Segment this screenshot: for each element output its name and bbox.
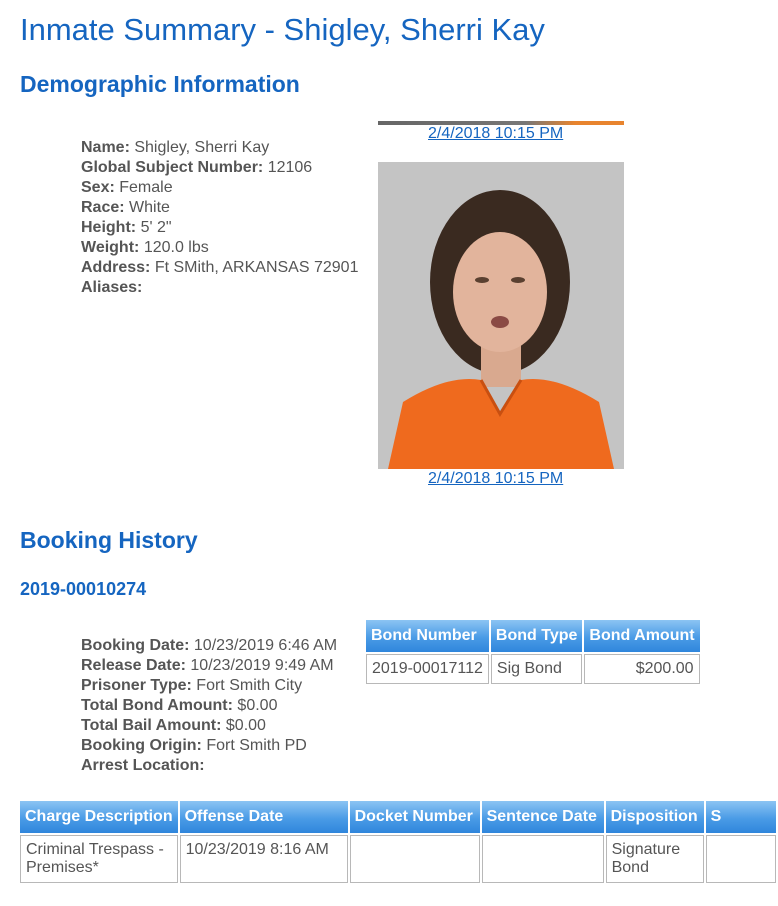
- race-value: White: [129, 199, 170, 216]
- bond-amount-cell: $200.00: [584, 654, 699, 684]
- address-value: Ft SMith, ARKANSAS 72901: [154, 259, 359, 276]
- address-row: Address: Ft SMith, ARKANSAS 72901: [81, 259, 359, 276]
- mugshot-image: [378, 162, 624, 469]
- aliases-row: Aliases:: [81, 279, 143, 296]
- release-date-value: 10/23/2019 9:49 AM: [190, 657, 334, 674]
- docket-number-cell: [350, 835, 480, 883]
- sentence-date-header[interactable]: Sentence Date: [482, 801, 604, 833]
- s-header[interactable]: S: [706, 801, 776, 833]
- demographic-info: [81, 138, 358, 298]
- bond-number-cell: 2019-00017112: [366, 654, 489, 684]
- charge-table-header: [20, 801, 776, 833]
- table-row: [366, 654, 700, 684]
- arrest-location-row: Arrest Location:: [81, 757, 205, 774]
- charge-description-header[interactable]: Charge Description: [20, 801, 178, 833]
- sex-value: Female: [119, 179, 173, 196]
- weight-row: Weight: 120.0 lbs: [81, 239, 209, 256]
- demographic-heading: Demographic Information: [20, 71, 300, 97]
- booking-history-heading: Booking History: [20, 527, 198, 553]
- total-bail-amount-row: Total Bail Amount: $0.00: [81, 717, 266, 734]
- booking-info: [81, 636, 337, 776]
- total-bail-amount-value: $0.00: [225, 717, 266, 734]
- s-cell: [706, 835, 776, 883]
- photo-date-link-2[interactable]: 2/4/2018 10:15 PM: [428, 470, 564, 487]
- name-value: Shigley, Sherri Kay: [134, 139, 270, 156]
- sentence-date-cell: [482, 835, 604, 883]
- bond-type-header[interactable]: Bond Type: [491, 620, 582, 652]
- prisoner-type-row: Prisoner Type: Fort Smith City: [81, 677, 303, 694]
- booking-date-value: 10/23/2019 6:46 AM: [193, 637, 338, 654]
- prisoner-type-value: Fort Smith City: [196, 677, 303, 694]
- bond-type-cell: Sig Bond: [491, 654, 582, 684]
- charge-description-cell: Criminal Trespass - Premises*: [20, 835, 178, 883]
- offense-date-cell: 10/23/2019 8:16 AM: [180, 835, 348, 883]
- photo-date-link-1[interactable]: 2/4/2018 10:15 PM: [428, 125, 564, 142]
- bond-table-header: [366, 620, 700, 652]
- docket-number-header[interactable]: Docket Number: [350, 801, 480, 833]
- bond-table: [364, 618, 702, 686]
- booking-number-heading[interactable]: 2019-00010274: [20, 579, 147, 599]
- disposition-header[interactable]: Disposition: [606, 801, 704, 833]
- global-subject-number-value: 12106: [267, 159, 313, 176]
- name-row: Name: Shigley, Sherri Kay: [81, 139, 270, 156]
- total-bond-amount-row: Total Bond Amount: $0.00: [81, 697, 278, 714]
- disposition-cell: Signature Bond: [606, 835, 704, 883]
- height-value: 5' 2": [140, 219, 172, 236]
- table-row: [20, 835, 776, 883]
- height-row: Height: 5' 2": [81, 219, 172, 236]
- offense-date-header[interactable]: Offense Date: [180, 801, 348, 833]
- charge-table: [18, 799, 778, 885]
- global-subject-number-row: Global Subject Number: 12106: [81, 159, 313, 176]
- booking-origin-row: Booking Origin: Fort Smith PD: [81, 737, 307, 754]
- release-date-row: Release Date: 10/23/2019 9:49 AM: [81, 657, 334, 674]
- bond-amount-header[interactable]: Bond Amount: [584, 620, 699, 652]
- charge-table-container: [18, 799, 722, 894]
- sex-row: Sex: Female: [81, 179, 173, 196]
- total-bond-amount-value: $0.00: [237, 697, 278, 714]
- race-row: Race: White: [81, 199, 170, 216]
- booking-origin-value: Fort Smith PD: [206, 737, 307, 754]
- page-title: Inmate Summary - Shigley, Sherri Kay: [20, 12, 545, 47]
- bond-number-header[interactable]: Bond Number: [366, 620, 489, 652]
- weight-value: 120.0 lbs: [143, 239, 209, 256]
- booking-date-row: Booking Date: 10/23/2019 6:46 AM: [81, 637, 338, 654]
- mugshot-photo[interactable]: [378, 162, 624, 469]
